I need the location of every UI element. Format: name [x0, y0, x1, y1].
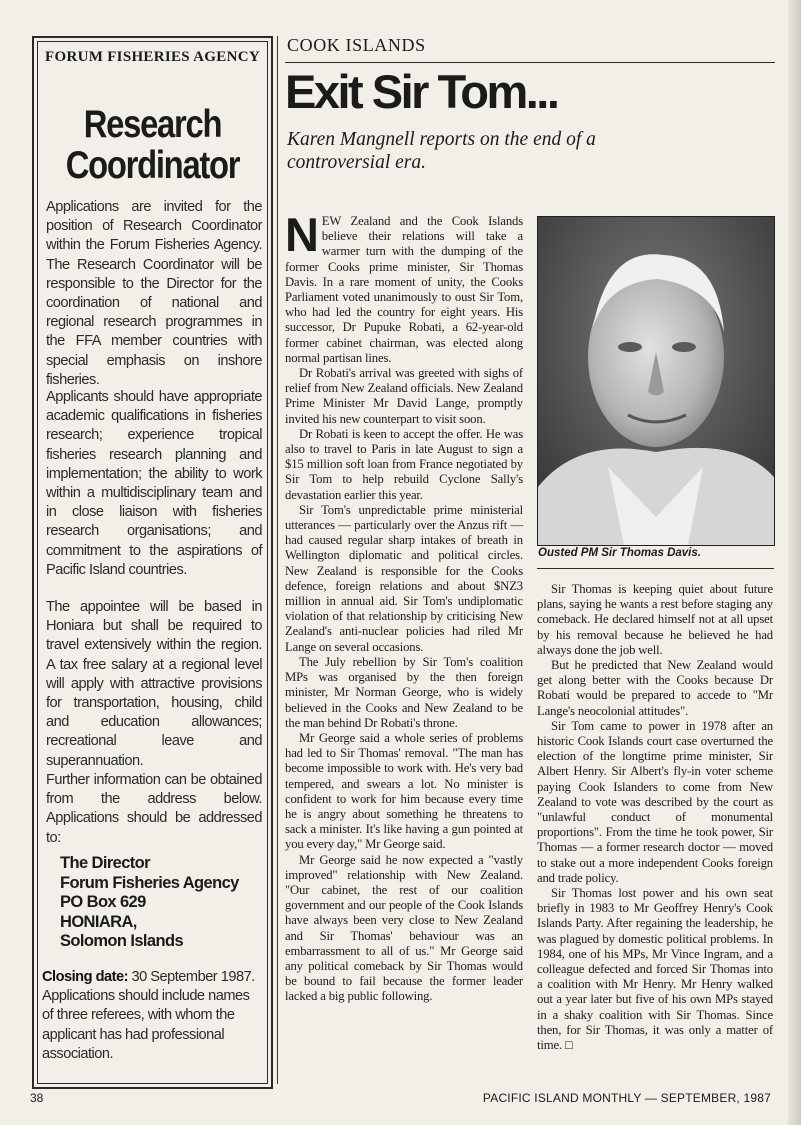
article-headline: Exit Sir Tom... — [285, 65, 558, 118]
page-number: 38 — [30, 1091, 44, 1105]
body-paragraph: Dr Robati's arrival was greeted with sighs of relief from New Zealand officials. New Zealand Prime Minister Mr David Lange, promptly invited his new counterpart to visit soon. — [285, 366, 523, 426]
ad-paragraph-conditions: The appointee will be based in Honiara but shall be required to travel extensively within the region. A tax free salary at a regional level will apply with attractive provisions for transportation, housing, child and education allowances; recreational leave and superannuation. — [46, 599, 262, 769]
body-paragraph: But he predicted that New Zealand would get along better with the Cooks because Dr Robati would be prepared to accede to "Mr Lange's neocolonial attitudes". — [537, 658, 773, 718]
body-paragraph: Sir Thomas is keeping quiet about future plans, saying he wants a rest before staging any comeback. He declared himself not at all upset by his removal because he believed he had always done the job well. — [537, 582, 773, 657]
closing-date-label: Closing date: — [42, 969, 128, 985]
ad-closing-date — [42, 968, 264, 1064]
body-paragraph: Sir Thomas lost power and his own seat briefly in 1983 to Mr Geoffrey Henry's Cook Islands Party. After regaining the leadership, he was plagued by domestic political problems. In 1984, one of his MPs, Mr Vince Ingram, and a colleague defected and forced Sir Thomas into a coalition with Mr Henry. Mr Henry walked out a year later but five of his own MPs stayed in a shaky coalition with Sir Thomas. Since then, for Sir Thomas, it was only a matter of time. □ — [537, 886, 773, 1053]
address-line: Solomon Islands — [60, 932, 184, 950]
caption-rule — [537, 568, 774, 569]
ad-title-line1: Research — [83, 103, 222, 146]
ad-paragraph-requirements: Applicants should have appropriate academic qualifications in fisheries research; experience tropical fisheries research planning and implementation; the ability to work within a multidisciplinary team and in close liaison with fisheries research organisations; and commitment to the aspirations of Pacific Island countries. — [46, 389, 262, 578]
address-line: The Director — [60, 854, 150, 872]
body-paragraph: Dr Robati is keen to accept the offer. He was also to travel to Paris in late August to sign a $15 million soft loan from France negotiated by Sir Tom to help rebuild Cyclone Sally's devastation earlier this year. — [285, 426, 523, 502]
column-divider — [277, 36, 278, 1084]
body-paragraph: Sir Tom's unpredictable prime ministerial utterances — particularly over the Anzus rift — had caused regular sharp intakes of breath in Wellington diplomatic and political circles. New Zealand is responsible for the Cooks defence, foreign relations and about $NZ3 million in annual aid. Sir Tom's undiplomatic violation of that relationship by criticising New Zealand's anti-nuclear policies had riled Mr Lange on several occasions. — [285, 502, 523, 654]
address-line: HONIARA, — [60, 912, 137, 931]
article-column-2 — [537, 582, 773, 1053]
body-paragraph: Sir Tom came to power in 1978 after an historic Cook Islands court case overturned the election of the longtime prime minister, Sir Albert Henry. Sir Albert's fly-in voter scheme paying Cook Islanders to come from New Zealand to vote was described by the court as "unlawful conduct of monumental proportions". From the time he took power, Sir Thomas — a former research doctor — moved to stake out a more independent Cooks foreign and trade policy. — [537, 718, 773, 885]
magazine-footer: PACIFIC ISLAND MONTHLY — SEPTEMBER, 1987 — [482, 1091, 771, 1105]
section-label: COOK ISLANDS — [287, 35, 426, 55]
job-advertisement — [32, 36, 273, 1089]
photo-caption: Ousted PM Sir Thomas Davis. — [538, 547, 701, 559]
section-rule — [285, 62, 775, 63]
ad-title — [53, 104, 252, 186]
article-standfirst: Karen Mangnell reports on the end of a controversial era. — [287, 129, 596, 173]
page-edge-shadow — [788, 0, 801, 1125]
body-paragraph: Mr George said he now expected a "vastly improved" relationship with New Zealand. "Our cabinet, the rest of our coalition government and our people of the Cook Islands have always been very close to New Zealand and Sir Thomas' behaviour was an embarrassment to all of us." Mr George said any political comeback by Sir Thomas would be bound to fail because the former leader lacked a big public following. — [285, 852, 523, 1004]
address-line: PO Box 629 — [60, 893, 146, 911]
ad-title-line2: Coordinator — [65, 144, 240, 187]
ad-agency-name: FORUM FISHERIES AGENCY — [45, 49, 260, 65]
body-paragraph: Mr George said a whole series of problems had led to Sir Thomas' removal. "The man has become impossible to work with. He's very bad tempered, and swears a lot. No minister is confident to work for him because every time he is angry about something he threatens to sack a minister. It's like having a gun pointed at you every day," Mr George said. — [285, 730, 523, 852]
drop-cap: N — [285, 208, 319, 261]
portrait-illustration — [538, 217, 774, 545]
ad-address — [60, 854, 239, 952]
body-paragraph: The July rebellion by Sir Tom's coalition MPs was organised by the then foreign minister, Mr Norman George, who is widely believed in the Cooks and New Zealand to be the man behind Dr Robati's throne. — [285, 654, 523, 730]
body-paragraph: NEW Zealand and the Cook Islands believe their relations will take a warmer turn with the dumping of the former Cooks prime minister, Sir Thomas Davis. In a rare moment of unity, the Cooks Parliament voted unanimously to oust Sir Tom, who had led the country for eight years. His successor, Dr Pupuke Robati, a 62-year-old former cabinet chairman, was elected along normal partisan lines. — [285, 208, 523, 365]
article-column-1 — [285, 208, 523, 1005]
portrait-photo — [537, 216, 775, 546]
ad-paragraph-position: Applications are invited for the position of Research Coordinator within the Forum Fisheries Agency. The Research Coordinator will be responsible to the Director for the coordination of national and regional research programmes in the FFA member countries with special emphasis on inshore fisheries. — [46, 199, 262, 388]
closing-date-text: 30 September 1987. Applications should include names of three referees, with whom the applicant has had professional association. — [42, 969, 255, 1062]
ad-paragraph-further-info: Further information can be obtained from the address below. Applications should be addressed to: — [46, 772, 262, 846]
address-line: Forum Fisheries Agency — [60, 873, 239, 892]
